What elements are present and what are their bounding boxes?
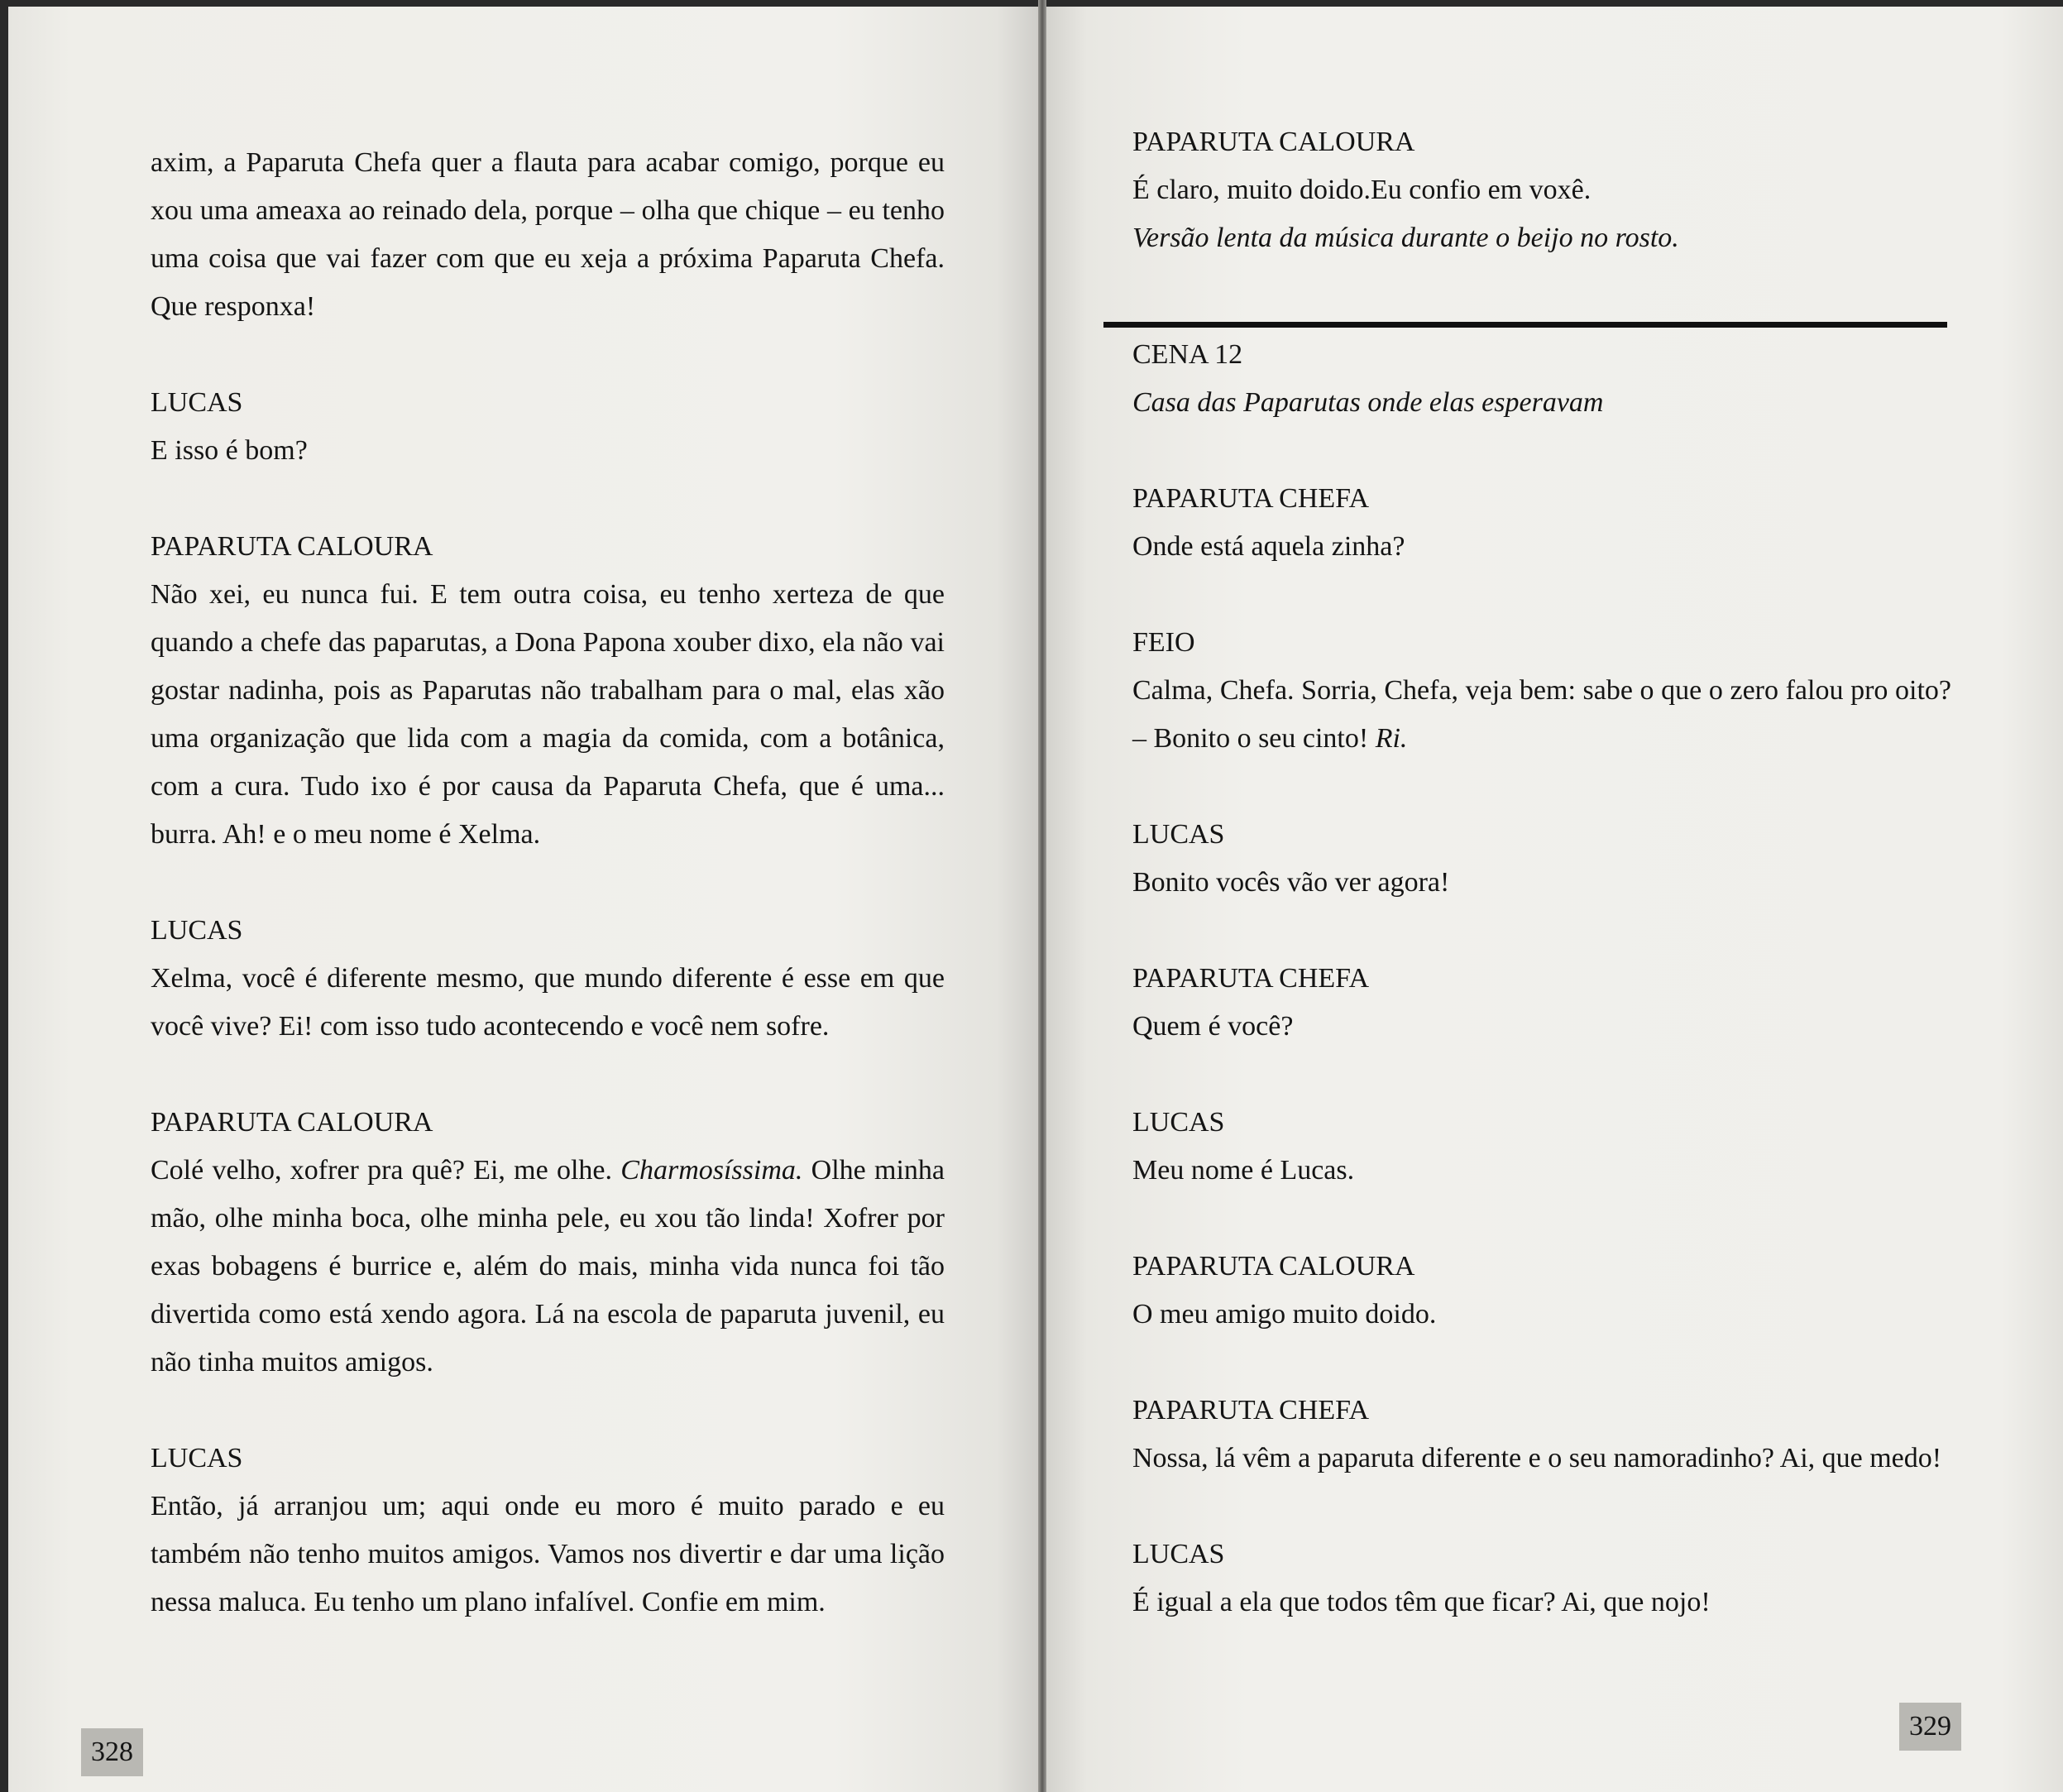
left-page-text (151, 139, 945, 1627)
scene-divider (1103, 322, 1947, 328)
dialogue-line (151, 1147, 945, 1387)
speaker-name: FEIO (1132, 627, 1195, 658)
dialogue-line (1132, 667, 1951, 763)
opening-paragraph: axim, a Paparuta Chefa quer a flauta para acabar comigo, porque eu xou uma ameaxa ao reinado dela, porque – olha que chique – eu tenho uma coisa que vai fazer com que eu xeja a próxima Paparuta Chefa. Que responxa! (151, 147, 945, 322)
dialogue-line: O meu amigo muito doido. (1132, 1299, 1437, 1330)
speaker-name: LUCAS (1132, 819, 1225, 850)
dialogue-line: Quem é você? (1132, 1011, 1294, 1042)
dialogue-line: Então, já arranjou um; aqui onde eu moro é muito parado e eu também não tenho muitos amigos. Vamos nos divertir e dar uma lição nessa maluca. Eu tenho um plano infalível. Confie em mim. (151, 1491, 945, 1617)
stage-emphasis: Ri. (1375, 723, 1408, 754)
speaker-name: LUCAS (1132, 1107, 1225, 1138)
stage-emphasis: Charmosíssima. (620, 1155, 803, 1186)
dialogue-line: Nossa, lá vêm a paparuta diferente e o seu namoradinho? Ai, que medo! (1132, 1443, 1942, 1473)
stage-direction: Versão lenta da música durante o beijo no rosto. (1132, 223, 1679, 253)
dialogue-line: Xelma, você é diferente mesmo, que mundo diferente é esse em que você vive? Ei! com isso tudo acontecendo e você nem sofre. (151, 963, 945, 1042)
dialogue-text: Olhe minha mão, olhe minha boca, olhe minha pele, eu xou tão linda! Xofrer por exas bobagens é burrice e, além do mais, minha vida nunca foi tão divertida como está xendo agora. Lá na escola de paparuta juvenil, eu não tinha muitos amigos. (151, 1155, 945, 1378)
speaker-name: PAPARUTA CHEFA (1132, 1395, 1370, 1425)
dialogue-line: E isso é bom? (151, 435, 308, 466)
dialogue-text: Colé velho, xofrer pra quê? Ei, me olhe. (151, 1155, 621, 1186)
page-number: 328 (81, 1728, 143, 1776)
dialogue-line: É claro, muito doido.Eu confio em voxê. (1132, 175, 1592, 205)
speaker-name: PAPARUTA CALOURA (151, 1107, 433, 1138)
speaker-name: PAPARUTA CALOURA (1132, 1251, 1415, 1282)
speaker-name: PAPARUTA CALOURA (151, 531, 433, 562)
dialogue-line: Meu nome é Lucas. (1132, 1155, 1355, 1186)
book-gutter (1038, 0, 1046, 1792)
dialogue-text: Calma, Chefa. Sorria, Chefa, veja bem: sabe o que o zero falou pro oito? – Bonito o seu cinto! (1132, 675, 1951, 754)
dialogue-line: Bonito vocês vão ver agora! (1132, 867, 1450, 898)
speaker-name: LUCAS (151, 387, 243, 418)
speaker-name: LUCAS (151, 915, 243, 946)
speaker-name: PAPARUTA CHEFA (1132, 963, 1370, 994)
speaker-name: PAPARUTA CHEFA (1132, 483, 1370, 514)
scene-title: CENA 12 (1132, 339, 1243, 370)
speaker-name: LUCAS (1132, 1539, 1225, 1569)
right-page (1046, 7, 2063, 1792)
dialogue-line: Onde está aquela zinha? (1132, 531, 1405, 562)
speaker-name: PAPARUTA CALOURA (1132, 127, 1415, 157)
dialogue-line: É igual a ela que todos têm que ficar? Ai, que nojo! (1132, 1587, 1711, 1617)
page-number: 329 (1899, 1703, 1961, 1751)
dialogue-line: Não xei, eu nunca fui. E tem outra coisa, eu tenho xerteza de que quando a chefe das paparutas, a Dona Papona xouber dixo, ela não vai gostar nadinha, pois as Paparutas não trabalham para o mal, elas xão uma organização que lida com a magia da comida, com a botânica, com a cura. Tudo ixo é por causa da Paparuta Chefa, que é uma... burra. Ah! e o meu nome é Xelma. (151, 579, 945, 850)
scene-setting: Casa das Paparutas onde elas esperavam (1132, 387, 1604, 418)
right-page-text (1132, 118, 1951, 1627)
speaker-name: LUCAS (151, 1443, 243, 1473)
left-page (8, 7, 1038, 1792)
